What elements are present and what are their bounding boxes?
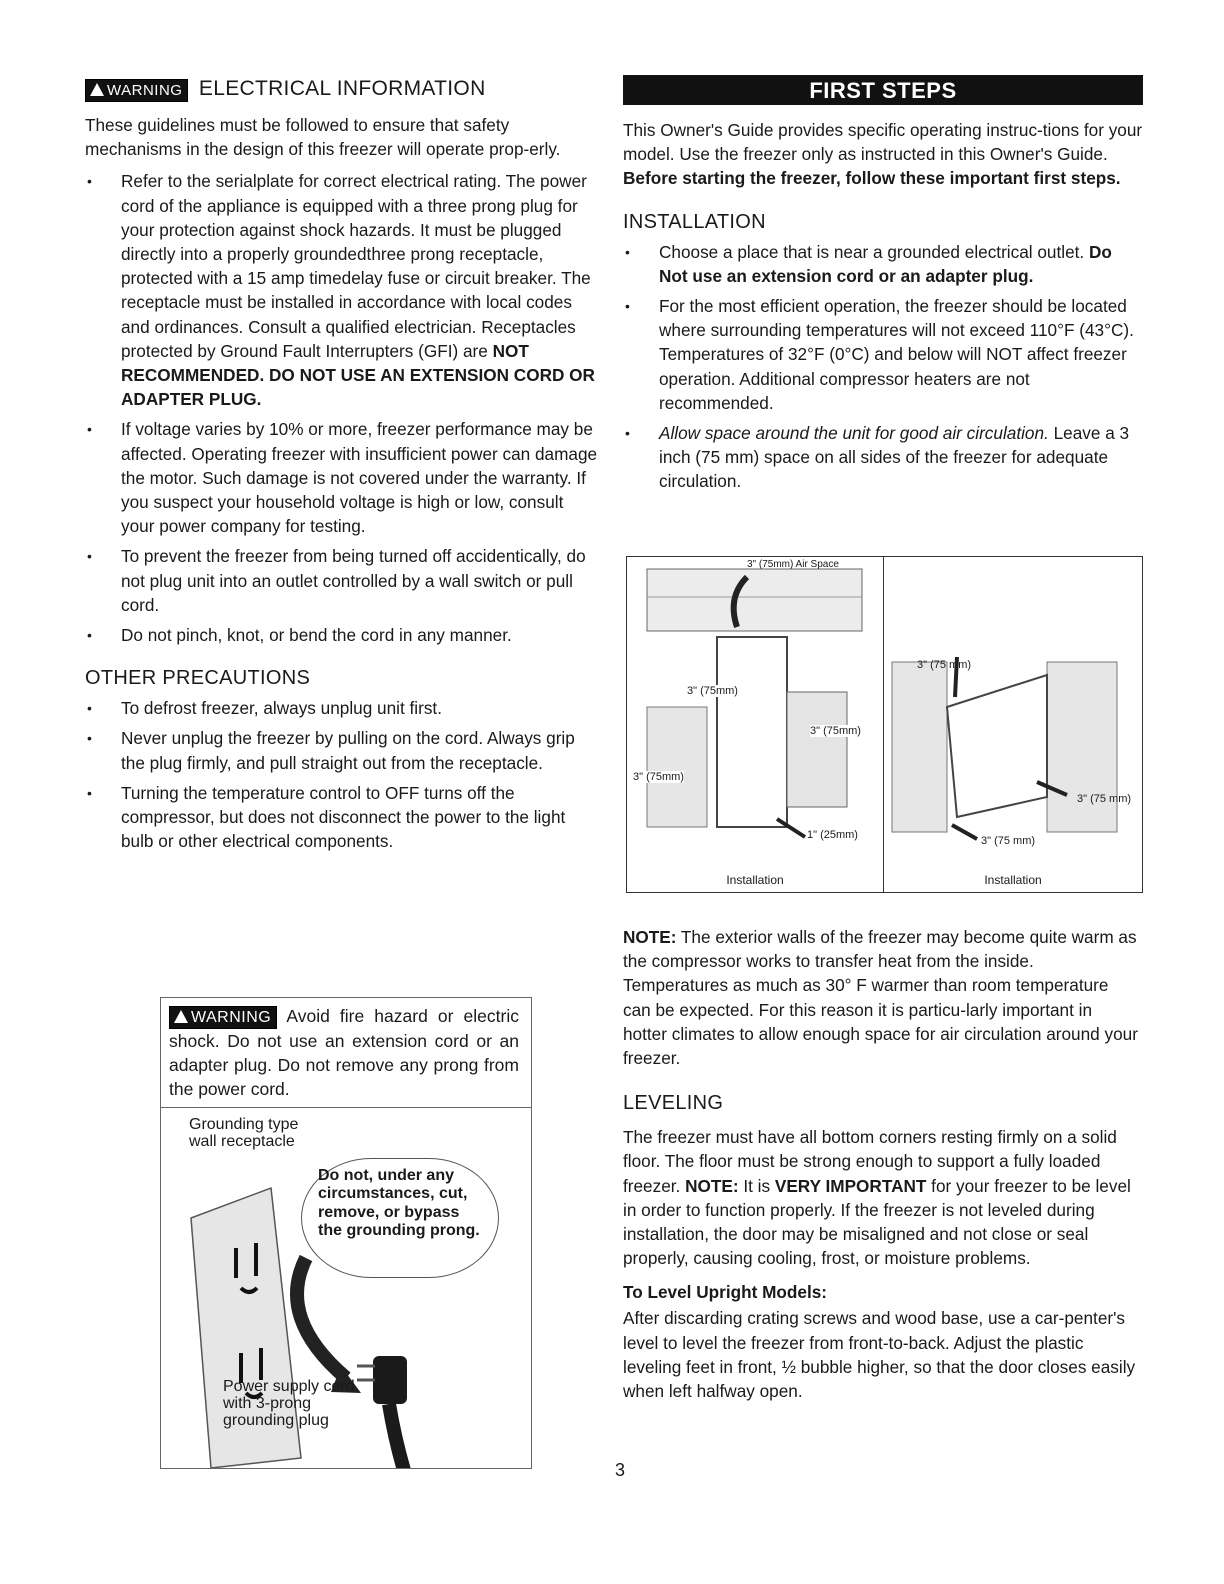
upright-paragraph: After discarding crating screws and wood base, use a car-penter's level to level the freezer from front-to-back. Adjust the plastic leveling feet in front, ½ bubble higher, so that the door closes easily when left halfway open. — [623, 1308, 1136, 1402]
page-number: 3 — [614, 1460, 625, 1480]
precautions-title: OTHER PRECAUTIONS — [85, 667, 311, 690]
label-mid-gap: 3" (75mm) — [810, 725, 861, 737]
warning-triangle-icon — [90, 83, 104, 96]
label-bottom-gap: 1" (25mm) — [807, 829, 858, 841]
label-bottom-gap-right: 3" (75 mm) — [981, 835, 1036, 847]
list-item: • For the most efficient operation, the freezer should be located where surrounding temperatures will not exceed 110°F (43°C). Temperatures of 32°F (0°C) and below will NOT affect freezer operation. Additional compressor heaters are not recommended. — [623, 294, 1143, 415]
list-item: • Refer to the serialplate for correct electrical rating. The power cord of the appliance is equipped with a three prong plug for your protection against shock hazards. It must be plugged directly into a properly groundedthree prong receptacle, protected with a 15 amp timedelay fuse or circuit breaker. The receptacle must be installed in accordance with local codes and ordinances. Consult a qualified electrician. Receptacles protected by Ground Fault Interrupters (GFI) are NOT RECOMMENDED. DO NOT USE AN EXTENSION CORD OR ADAPTER PLUG. — [85, 169, 600, 411]
warning-box — [160, 997, 532, 1469]
installation-title: INSTALLATION — [623, 210, 766, 233]
upright-title: To Level Upright Models: — [623, 1282, 828, 1303]
right-caption: Installation — [984, 873, 1042, 887]
warning-triangle-icon — [174, 1010, 188, 1023]
first-steps-intro: This Owner's Guide provides specific operating instruc-tions for your model. Use the freezer only as instructed in this Owner's Guide. Before starting the freezer, follow these important first steps. — [623, 120, 1143, 189]
installation-illustration — [627, 557, 1142, 892]
list-item: • Choose a place that is near a grounded electrical outlet. Do Not use an extension cord or an adapter plug. — [623, 240, 1143, 288]
callout-bubble — [301, 1158, 499, 1278]
label-right-gap: 3" (75 mm) — [1077, 793, 1132, 805]
leveling-title: LEVELING — [623, 1092, 724, 1115]
list-item: • To prevent the freezer from being turned off accidentically, do not plug unit into an outlet controlled by a wall switch or pull cord. — [85, 544, 600, 617]
warning-box-text: WARNING Avoid fire hazard or electric shock. Do not use an extension cord or an adapter plug. Do not remove any prong from the power cord. — [161, 998, 531, 1108]
callout-text: Do not, under any circumstances, cut, remove, or bypass the grounding prong. — [318, 1166, 480, 1240]
warning-badge: WARNING — [85, 79, 188, 102]
label-side-gap: 3" (75mm) — [687, 685, 738, 697]
left-column — [85, 75, 600, 853]
list-item: • To defrost freezer, always unplug unit first. — [85, 696, 600, 720]
electrical-heading — [85, 77, 600, 105]
electrical-title: ELECTRICAL INFORMATION — [198, 77, 486, 100]
list-item: • Turning the temperature control to OFF turns off the compressor, but does not disconnect the power to the light bulb or other electrical components. — [85, 781, 600, 854]
first-steps-banner: FIRST STEPS — [623, 75, 1143, 105]
installation-figure — [626, 556, 1143, 893]
list-item: • Never unplug the freezer by pulling on the cord. Always grip the plug firmly, and pull straight out from the receptacle. — [85, 726, 600, 774]
precautions-bullets — [85, 696, 600, 853]
cord-label: Power supply cord with 3-prong grounding plug — [223, 1377, 355, 1429]
label-air-space: 3" (75mm) Air Space — [747, 559, 839, 570]
list-item: • If voltage varies by 10% or more, freezer performance may be affected. Operating freezer with insufficient power can damage the motor. Such damage is not covered under the warranty. If you suspect your household voltage is high or low, consult your power company for testing. — [85, 417, 600, 538]
warning-badge: WARNING — [169, 1006, 277, 1029]
receptacle-illustration — [161, 1108, 531, 1468]
label-top-gap: 3" (75 mm) — [917, 659, 972, 671]
note-paragraph: NOTE: The exterior walls of the freezer may become quite warm as the compressor works to transfer heat from the inside. Temperatures as much as 30° F warmer than room temperature can be expected. For this reason it is particu-larly important in hotter climates to allow enough space for air circulation around your freezer. — [623, 927, 1138, 1069]
right-column — [623, 75, 1143, 494]
receptacle-label: Grounding type wall receptacle — [189, 1115, 299, 1150]
list-item: • Do not pinch, knot, or bend the cord in any manner. — [85, 623, 600, 647]
note-and-leveling — [623, 925, 1140, 1403]
label-left-gap: 3" (75mm) — [633, 771, 684, 783]
leveling-paragraph: The freezer must have all bottom corners resting firmly on a solid floor. The floor must be strong enough to support a fully loaded freezer. NOTE: It is VERY IMPORTANT for your freezer to be level in order to function properly. If the freezer is not leveled during installation, the door may be misaligned and not close or seal properly, causing cooling, frost, or moisture problems. — [623, 1127, 1131, 1269]
electrical-bullets — [85, 169, 600, 647]
installation-bullets — [623, 240, 1143, 494]
electrical-intro: These guidelines must be followed to ensure that safety mechanisms in the design of this freezer will operate prop-erly. — [85, 115, 561, 160]
left-caption: Installation — [726, 873, 784, 887]
list-item: • Allow space around the unit for good air circulation. Leave a 3 inch (75 mm) space on all sides of the freezer for adequate circulation. — [623, 421, 1143, 494]
